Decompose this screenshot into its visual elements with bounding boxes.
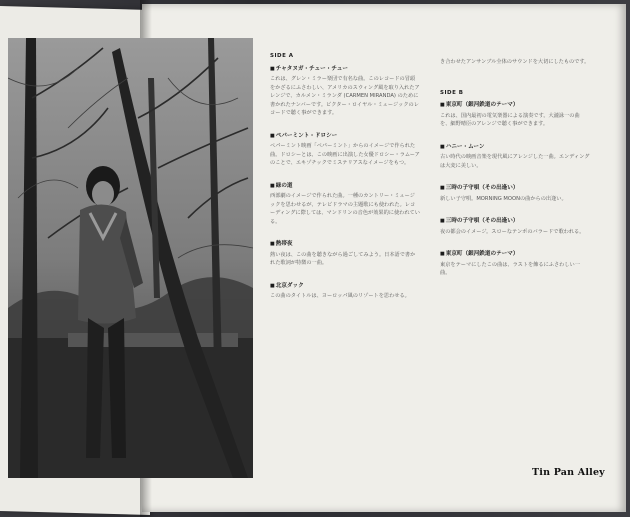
track [270, 182, 420, 227]
track-description: 西部劇のイメージで作られた曲。一種のカントリー・ミュージックを思わせるが、テレビドラマの主題歌にも使われた。レコーディングに際しては、マンドリンの音色が効果的に使われている。 [270, 193, 420, 225]
track-title: ■ 緑の道 [270, 182, 420, 191]
track [440, 101, 590, 129]
track [440, 217, 590, 236]
track-description: これは、グレン・ミラー楽団で有名な曲。このレコードの冒頭をかざるにふさわしい、アメリカのスウィング風を取り入れたアレンジで、カルメン・ミランダ (CARMEN MIRANDA) のために書かれたナンバーです。ビクター・ロイヤル・ミュージックのレコードで聴く事ができます。 [270, 76, 420, 116]
track [440, 184, 590, 203]
track-title: ■ 熱帯夜 [270, 240, 420, 249]
track-title: ■ 北京ダック [270, 282, 420, 291]
track-title: ■ チャタヌガ・チュー・チュー [270, 65, 420, 74]
track-title: ■ 三時の子守唄（その出逢い） [440, 217, 590, 226]
side-a-continued-text: き合わせたアンサンブル全体のサウンドを大切にしたものです。 [440, 59, 590, 65]
track-description: この曲のタイトルは、ヨーロッパ風のリゾートを思わせる。 [270, 293, 410, 299]
track-description: 東京をテーマにしたこの曲は、ラストを飾るにふさわしい一曲。 [440, 261, 580, 276]
track [270, 240, 420, 268]
track-description: 夜の都会のイメージ。スローなテンポのバラードで歌われる。 [440, 228, 585, 235]
track-title: ■ 東京町（銀河鉄道のテーマ） [440, 250, 590, 259]
track-title: ■ ペパーミント・ドロシー [270, 132, 420, 141]
track [440, 250, 590, 278]
track-description: ペパーミント映画「ペパーミント」からのイメージで作られた曲。ドロシーとは、この映画に出演した女優ドロシー・ラムーアのことで、エキゾチックでミステリアスなイメージをもつ。 [270, 143, 420, 166]
brand-logo: Tin Pan Alley [532, 467, 605, 478]
track [270, 282, 420, 301]
track [270, 65, 420, 118]
track-title: ■ 東京町（銀河鉄道のテーマ） [440, 101, 590, 110]
track-description: これは、国内最初の電気楽器による演奏です。大瀧詠一の曲を、細野晴臣のアレンジで聴く事ができます。 [440, 112, 580, 127]
side-a-column [270, 52, 420, 315]
track-description: 熱い夜は、この曲を聴きながら過ごしてみよう。日本語で書かれた歌詞が特徴の一曲。 [270, 251, 416, 266]
track-description: 古い時代の映画音楽を現代風にアレンジした一曲。エンディングは大変に美しい。 [440, 154, 590, 169]
track [270, 132, 420, 168]
side-b-column [440, 58, 590, 292]
track-title: ■ 三時の子守唄（その出逢い） [440, 184, 590, 193]
side-a-heading: SIDE A [270, 53, 294, 59]
side-b-heading: SIDE B [440, 89, 464, 96]
track-description: 新しい子守唄。MORNING MOONの曲からの出逢い。 [440, 195, 567, 202]
track [440, 143, 590, 171]
cover-photo [8, 38, 253, 478]
track-title: ■ ハニー・ムーン [440, 143, 590, 152]
